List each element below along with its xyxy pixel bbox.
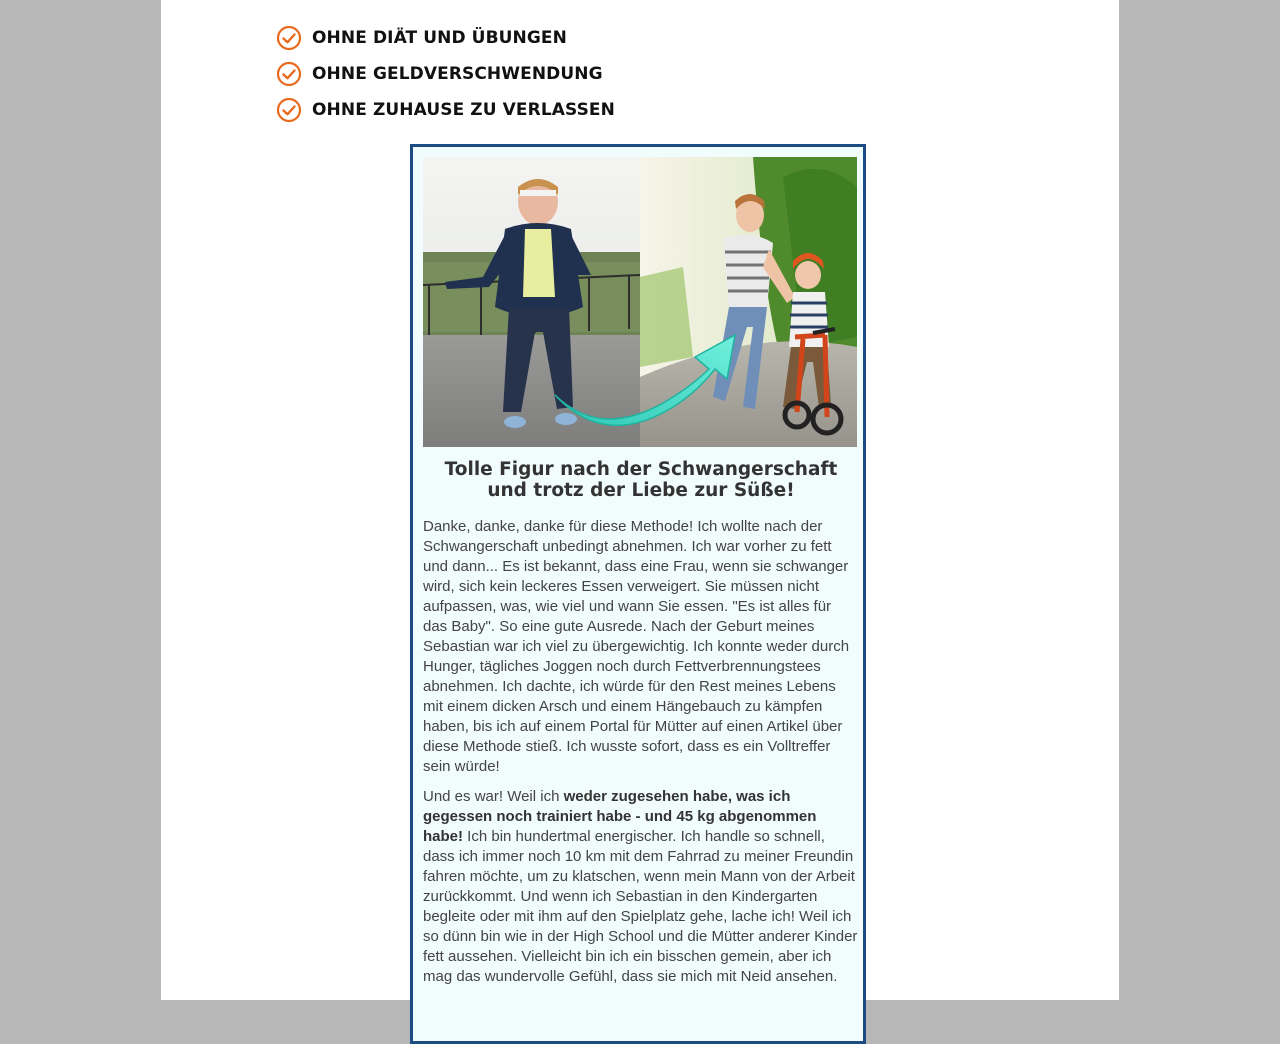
benefit-item	[276, 56, 615, 92]
paragraph-rest: Ich bin hundertmal energischer. Ich handle so schnell, dass ich immer noch 10 km mit dem Fahrrad zu meiner Freundin fahren möchte, um zu klatschen, wenn mein Mann von der Arbeit zurückkommt. Und wenn ich Sebastian in den Kindergarten begleite oder mit ihm auf den Spielplatz gehe, lache ich! Weil ich so dünn bin wie in der High School und die Mütter anderer Kinder fett aussehen. Vielleicht bin ich ein bisschen gemein, aber ich mag das wundervolle Gefühl, dass sie mich mit Neid ansehen.	[423, 828, 858, 985]
highlighted-text: weder zugesehen habe, was ich gegessen noch trainiert habe - und 45 kg abgenommen habe!	[423, 788, 817, 845]
testimonial-body	[423, 517, 859, 997]
benefit-label: OHNE GELDVERSCHWENDUNG	[312, 64, 603, 84]
page-content	[161, 0, 1119, 1000]
paragraph-intro: Und es war! Weil ich	[423, 788, 564, 805]
benefit-item	[276, 20, 615, 56]
testimonial-paragraph: Danke, danke, danke für diese Methode! Ich wollte nach der Schwangerschaft unbedingt abnehmen. Ich war vorher zu fett und dann... Es ist bekannt, dass eine Frau, wenn sie schwanger wird, sich kein leckeres Essen verweigert. Sie müssen nicht aufpassen, was, wie viel und wann Sie essen. "Es ist alles für das Baby". So eine gute Ausrede. Nach der Geburt meines Sebastian war ich viel zu übergewichtig. Ich konnte weder durch Hunger, tägliches Joggen noch durch Fettverbrennungstees abnehmen. Ich dachte, ich würde für den Rest meines Lebens mit einem dicken Arsch und einem Hängebauch zu kämpfen haben, bis ich auf einem Portal für Mütter auf einen Artikel über diese Methode stieß. Ich wusste sofort, dass es ein Volltreffer sein würde!	[423, 518, 850, 775]
check-circle-icon	[276, 97, 302, 123]
before-after-photo	[423, 157, 857, 447]
before-after-illustration	[423, 157, 857, 447]
benefit-label: OHNE ZUHAUSE ZU VERLASSEN	[312, 100, 615, 120]
check-circle-icon	[276, 61, 302, 87]
check-circle-icon	[276, 25, 302, 51]
before-photo	[423, 157, 640, 447]
benefit-item	[276, 92, 615, 128]
testimonial-title: Tolle Figur nach der Schwangerschaft und trotz der Liebe zur Süße!	[444, 459, 838, 501]
benefits-list	[276, 20, 615, 128]
benefit-label: OHNE DIÄT UND ÜBUNGEN	[312, 28, 567, 48]
testimonial-card	[410, 144, 866, 1044]
testimonial-paragraph	[423, 787, 859, 987]
